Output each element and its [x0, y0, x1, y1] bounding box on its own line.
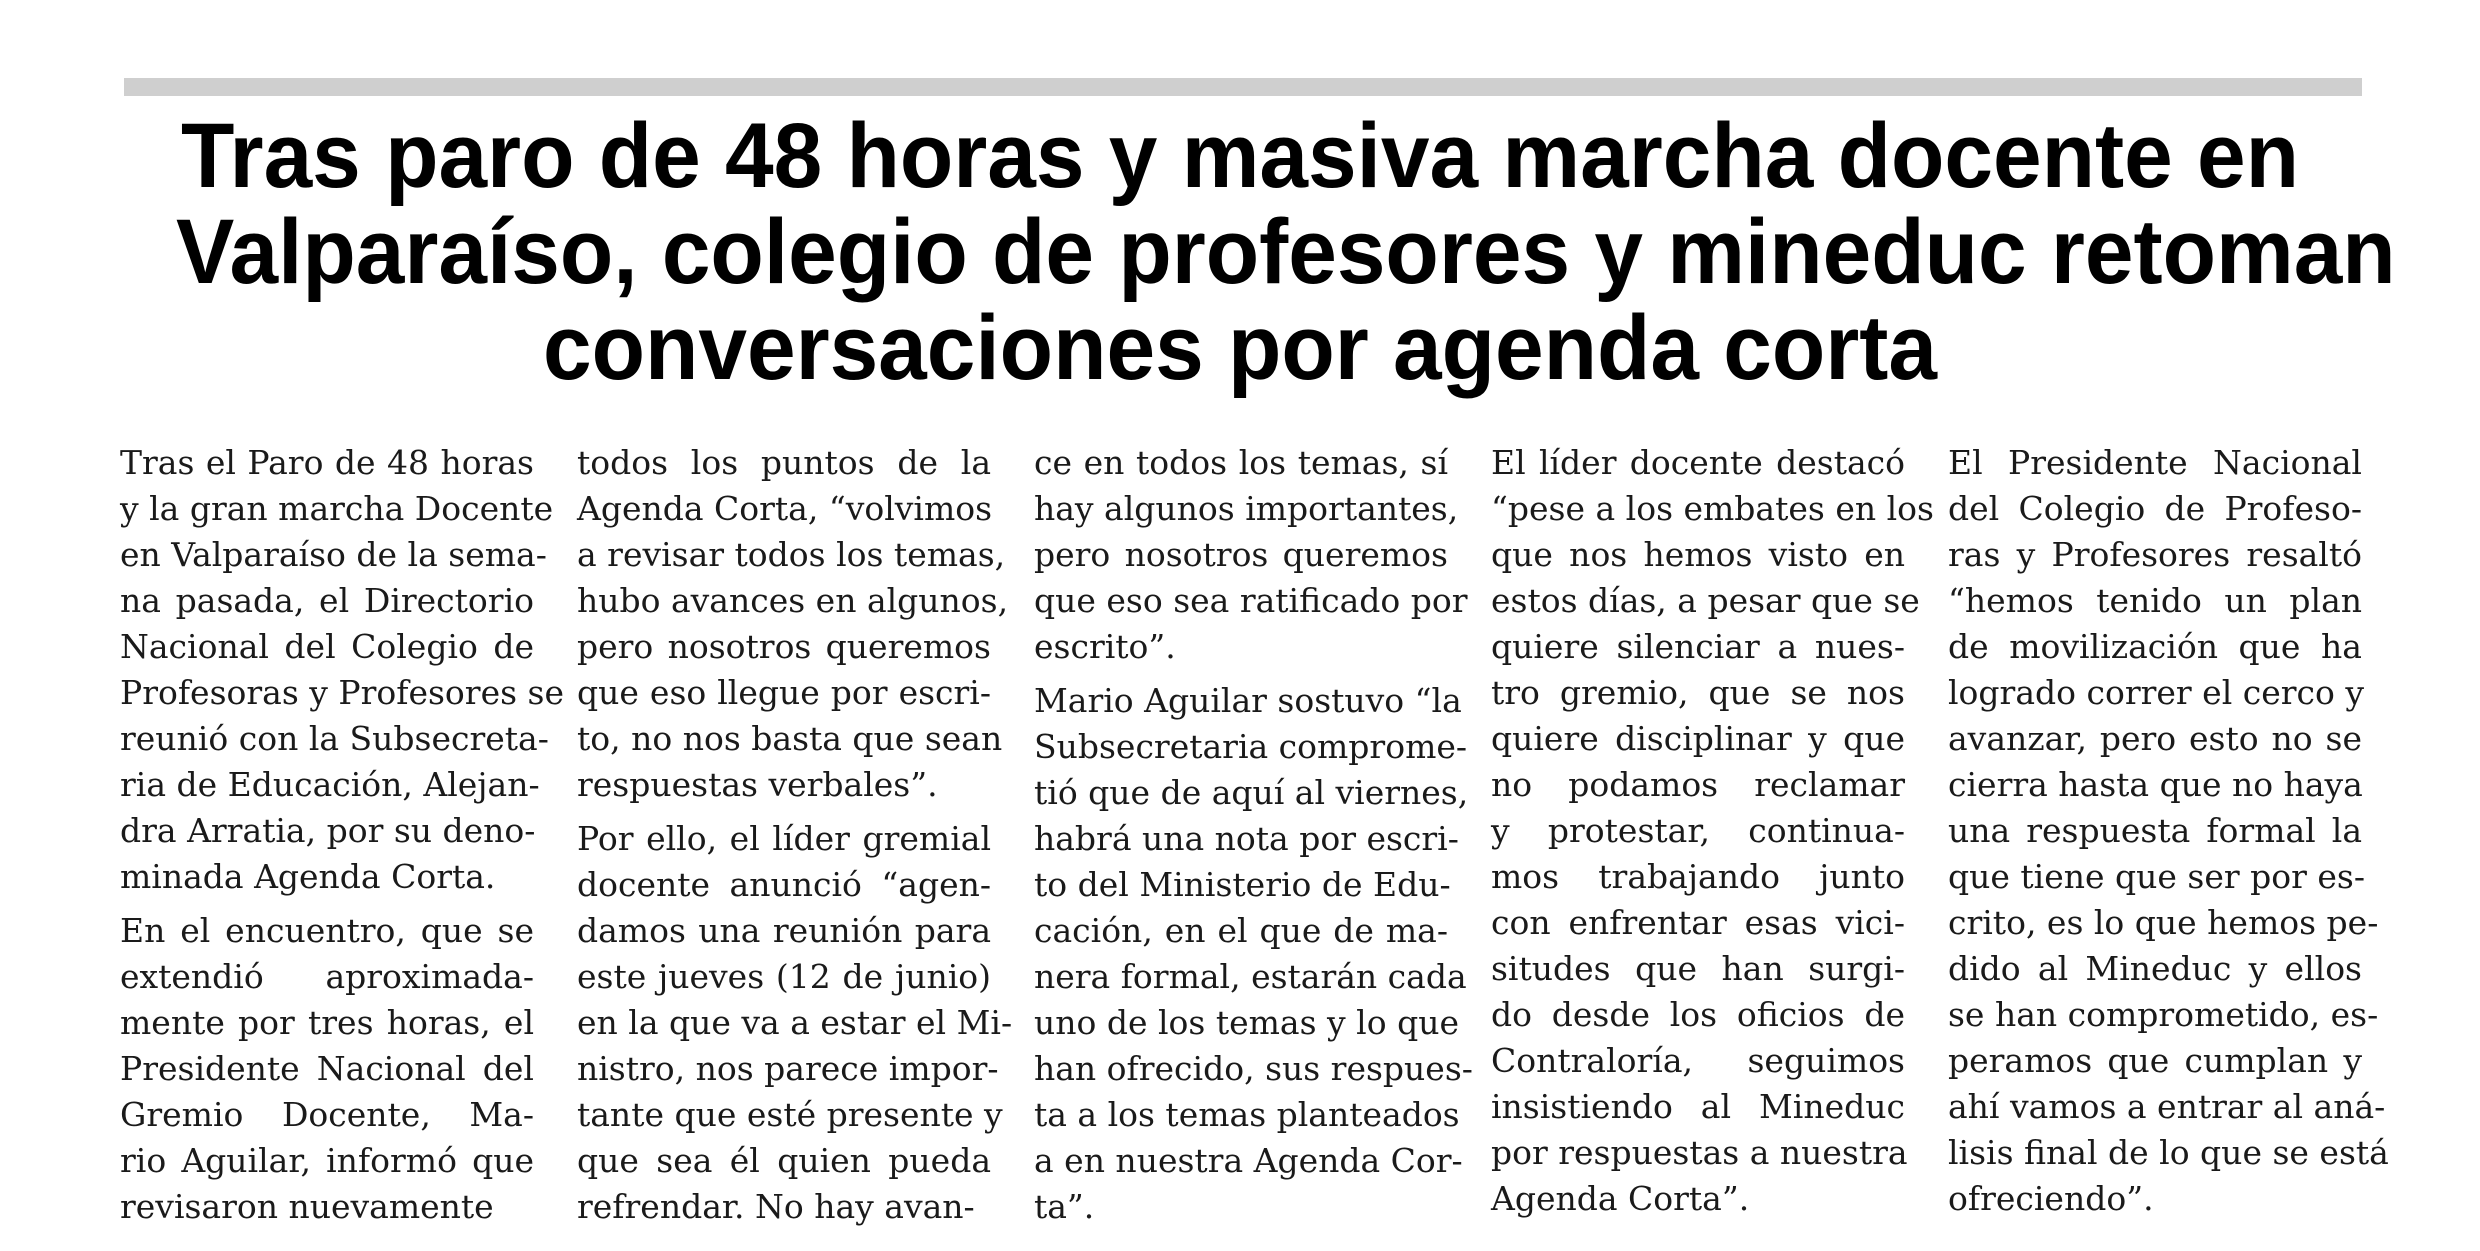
text-line: “pese a los embates en los [1491, 489, 1934, 528]
text-line: mente por tres horas, el [120, 1003, 534, 1042]
text-line: no podamos reclamar [1491, 765, 1905, 804]
paragraph [1491, 440, 1934, 1222]
text-line: El Presidente Nacional [1948, 443, 2362, 482]
text-line: Agenda Corta, “volvimos [577, 489, 993, 528]
paragraph [577, 816, 1013, 1230]
text-line: Por ello, el líder gremial [577, 819, 991, 858]
headline-line-2: Valparaíso, colegio de profesores y mineduc retoman [176, 201, 2396, 303]
text-line: nistro, nos parece impor- [577, 1049, 999, 1088]
text-line: do desde los oficios de [1491, 995, 1905, 1034]
text-line: crito, es lo que hemos pe- [1948, 903, 2379, 942]
text-line: y la gran marcha Docente [120, 489, 554, 528]
text-line: Subsecretaria comprome- [1034, 727, 1468, 766]
text-line: dido al Mineduc y ellos [1948, 949, 2362, 988]
text-line: ras y Profesores resaltó [1948, 535, 2362, 574]
text-line: escrito”. [1034, 627, 1176, 666]
text-line: habrá una nota por escri- [1034, 819, 1459, 858]
text-line: del Colegio de Profeso- [1948, 489, 2362, 528]
paragraph [1034, 440, 1468, 670]
article-column-1 [120, 440, 564, 1238]
text-line: en la que va a estar el Mi- [577, 1003, 1013, 1042]
text-line: avanzar, pero esto no se [1948, 719, 2362, 758]
article-body [120, 440, 2389, 1230]
text-line: con enfrentar esas vici- [1491, 903, 1905, 942]
text-line: estos días, a pesar que se [1491, 581, 1920, 620]
text-line: revisaron nuevamente [120, 1187, 494, 1226]
text-line: insistiendo al Mineduc [1491, 1087, 1905, 1126]
paragraph [577, 440, 1009, 808]
text-line: de movilización que ha [1948, 627, 2362, 666]
text-line: nera formal, estarán cada [1034, 957, 1467, 996]
text-line: hay algunos importantes, [1034, 489, 1459, 528]
headline-line-3: conversaciones por agenda corta [542, 297, 1938, 399]
text-line: to, no nos basta que sean [577, 719, 1003, 758]
text-line: una respuesta formal la [1948, 811, 2362, 850]
text-line: respuestas verbales”. [577, 765, 938, 804]
text-line: Tras el Paro de 48 horas [120, 443, 534, 482]
text-line: tió que de aquí al viernes, [1034, 773, 1469, 812]
article-column-3 [1034, 440, 1473, 1238]
text-line: que eso sea ratificado por [1034, 581, 1468, 620]
text-line: que sea él quien pueda [577, 1141, 991, 1180]
text-line: docente anunció “agen- [577, 865, 991, 904]
text-line: a en nuestra Agenda Cor- [1034, 1141, 1463, 1180]
paragraph [120, 440, 564, 900]
text-line: Agenda Corta”. [1491, 1179, 1750, 1218]
text-line: que nos hemos visto en [1491, 535, 1905, 574]
text-line: Mario Aguilar sostuvo “la [1034, 681, 1462, 720]
paragraph [1034, 678, 1473, 1230]
text-line: han ofrecido, sus respues- [1034, 1049, 1473, 1088]
text-line: damos una reunión para [577, 911, 991, 950]
article-column-5 [1948, 440, 2389, 1230]
text-line: quiere silenciar a nues- [1491, 627, 1905, 666]
paragraph [1948, 440, 2389, 1222]
text-line: se han comprometido, es- [1948, 995, 2379, 1034]
text-line: tante que esté presente y [577, 1095, 1003, 1134]
text-line: na pasada, el Directorio [120, 581, 534, 620]
text-line: Nacional del Colegio de [120, 627, 534, 666]
text-line: extendió aproximada- [120, 957, 534, 996]
text-line: reunió con la Subsecreta- [120, 719, 549, 758]
text-line: este jueves (12 de junio) [577, 957, 991, 996]
headline-line-1: Tras paro de 48 horas y masiva marcha docente en [180, 105, 2299, 207]
text-line: quiere disciplinar y que [1491, 719, 1905, 758]
text-line: ahí vamos a entrar al aná- [1948, 1087, 2386, 1126]
text-line: Profesoras y Profesores se [120, 673, 564, 712]
paragraph [120, 908, 534, 1230]
text-line: minada Agenda Corta. [120, 857, 496, 896]
article-column-4 [1491, 440, 1934, 1230]
top-rule [124, 78, 2362, 96]
text-line: ce en todos los temas, sí [1034, 443, 1448, 482]
text-line: El líder docente destacó [1491, 443, 1905, 482]
text-line: “hemos tenido un plan [1948, 581, 2362, 620]
text-line: pero nosotros queremos [577, 627, 991, 666]
text-line: logrado correr el cerco y [1948, 673, 2365, 712]
text-line: situdes que han surgi- [1491, 949, 1905, 988]
text-line: cación, en el que de ma- [1034, 911, 1448, 950]
text-line: dra Arratia, por su deno- [120, 811, 536, 850]
text-line: que tiene que ser por es- [1948, 857, 2366, 896]
text-line: refrendar. No hay avan- [577, 1187, 975, 1226]
text-line: todos los puntos de la [577, 443, 991, 482]
text-line: to del Ministerio de Edu- [1034, 865, 1451, 904]
text-line: rio Aguilar, informó que [120, 1141, 534, 1180]
text-line: ofreciendo”. [1948, 1179, 2154, 1218]
text-line: ria de Educación, Alejan- [120, 765, 540, 804]
text-line: Presidente Nacional del [120, 1049, 534, 1088]
text-line: a revisar todos los temas, [577, 535, 1006, 574]
text-line: peramos que cumplan y [1948, 1041, 2362, 1080]
text-line: uno de los temas y lo que [1034, 1003, 1459, 1042]
text-line: y protestar, continua- [1491, 811, 1905, 850]
article-column-2 [577, 440, 1013, 1238]
text-line: lisis final de lo que se está [1948, 1133, 2389, 1172]
text-line: En el encuentro, que se [120, 911, 534, 950]
text-line: ta a los temas planteados [1034, 1095, 1460, 1134]
text-line: en Valparaíso de la sema- [120, 535, 547, 574]
text-line: mos trabajando junto [1491, 857, 1905, 896]
text-line: pero nosotros queremos [1034, 535, 1448, 574]
text-line: por respuestas a nuestra [1491, 1133, 1908, 1172]
text-line: que eso llegue por escri- [577, 673, 991, 712]
text-line: Contraloría, seguimos [1491, 1041, 1905, 1080]
text-line: hubo avances en algunos, [577, 581, 1009, 620]
text-line: cierra hasta que no haya [1948, 765, 2363, 804]
text-line: tro gremio, que se nos [1491, 673, 1905, 712]
text-line: ta”. [1034, 1187, 1095, 1226]
headline [176, 105, 2396, 399]
text-line: Gremio Docente, Ma- [120, 1095, 534, 1134]
